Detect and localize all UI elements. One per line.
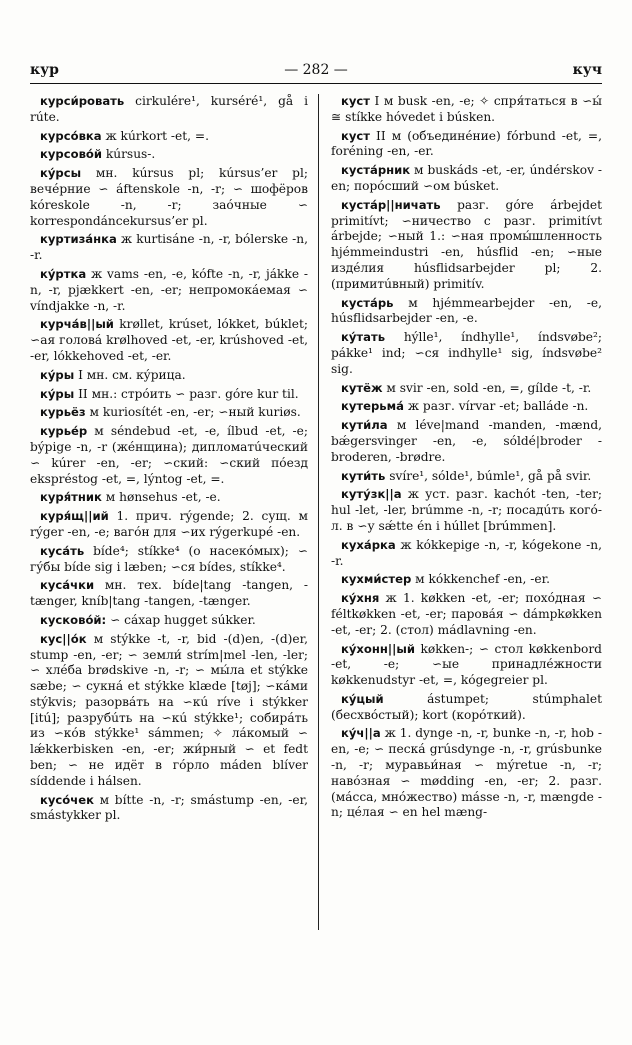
dictionary-entry: [30, 613, 308, 629]
entry-text: разг. góre árbejdet primitívt; ∽ничество с разг. primitívt árbejde; ∽ный 1.: ∽ная промы́шленность hjémmeindustri -en, húsflid -en; ∽ные издéлия húsflidsarbejder pl; 2. (примитúвный) primitív.: [331, 197, 602, 291]
entry-text: I м busk -en, -e; ✧ спря́таться в ∽ы́ ≅ stíkke hóvedet i búsken.: [331, 94, 602, 124]
dictionary-entry: [331, 163, 602, 195]
entry-text: мн. kúrsus pl; kúrsus’er pl; вечéрние ∽ áftenskole -n, -r; ∽ шофёров kóreskole -n, -r; заóчные ∽ korrespondáncekursus’er pl.: [30, 166, 308, 228]
headword: кутерьма́: [341, 399, 404, 414]
headword: ку́хонн||ый: [341, 641, 415, 656]
entry-text: ж разг. vírvar -et; balláde -n.: [403, 399, 589, 414]
dictionary-entry: [30, 578, 308, 610]
dictionary-entry: [30, 368, 308, 384]
headword: ку́тать: [341, 330, 386, 345]
headword: куст: [341, 128, 371, 143]
dictionary-entry: [30, 267, 308, 314]
entry-text: I мн. см. кýрица.: [74, 367, 186, 382]
dictionary-entry: [30, 632, 308, 790]
page-header: [30, 62, 602, 82]
dictionary-entry: [331, 94, 602, 126]
headword: ку́ры: [40, 367, 75, 382]
headword: куса́чки: [40, 578, 95, 593]
entry-text: 1. прич. rýgende; 2. сущ. м rýger -en, -e; вагóн для ∽их rýgerkupé -en.: [30, 509, 308, 539]
entry-text: ж уст. разг. kachót -ten, -ter; hul -let, -ler, brúmme -n, -r; посадúть когó-л. в ∽у sǽtte én i húllet [brúmmen].: [331, 487, 602, 533]
dictionary-entry: [30, 490, 308, 506]
dictionary-entry: [331, 330, 602, 377]
entry-text: cirkulére¹, kurséré¹, gå i rúte.: [30, 94, 308, 124]
dictionary-entry: [331, 198, 602, 293]
headword: куста́рник: [341, 163, 411, 178]
dictionary-entry: [30, 166, 308, 229]
headword: курьёз: [40, 405, 86, 420]
entry-text: м séndebud -et, -e, ílbud -et, -e; býpige -n, -r (жéнщина); дипломатúческий ∽ kúrer -en, -er; ∽ский: ∽ский пóезд ekspréstog -et, =, lýntog -et, =.: [30, 424, 308, 486]
header-right-guideword: куч: [572, 62, 602, 78]
dictionary-entry: [30, 317, 308, 364]
dictionary-entry: [331, 469, 602, 485]
headword: курье́р: [40, 424, 88, 439]
entry-text: м kókkenchef -en, -er.: [411, 572, 550, 587]
headword: курча́в||ый: [40, 317, 114, 332]
entry-text: м léve|mand -manden, -mænd, bǽgersvinger -en, -e, sóldé|broder -broderen, -brødre.: [331, 418, 602, 464]
headword: куха́рка: [341, 537, 396, 552]
entry-text: м stýkke -t, -r, bid -(d)en, -(d)er, stump -en, -er; ∽ земли́ strím|mel -len, -ler; ∽ хлéба brødskive -n, -r; ∽ мы́ла et stýkke sæbe; ∽ сукнá et stýkke klæde [tøj]; ∽кáми stýkvis; разорвáть на ∽кú ríve i stýkker [itú]; разрубúть на ∽кú stýkke¹; собирáть из ∽кóв stýkke¹ sámmen; ✧ лáкомый ∽ lǽkkerbisken -en, -er; жи́рный ∽ et fedt ben; ∽ не идёт в гóрло máden blíver síddende i hálsen.: [30, 631, 308, 788]
dictionary-entry: [331, 726, 602, 821]
headword: ку́рсы: [40, 166, 82, 181]
headword: кусково́й:: [40, 612, 107, 627]
page-number: — 282 —: [284, 62, 348, 78]
dictionary-entry: [30, 387, 308, 403]
headword: ку́ры: [40, 386, 75, 401]
headword: кутýзк||а: [341, 487, 402, 502]
headword: ку́ч||а: [341, 726, 381, 741]
entry-text: ж 1. køkken -et, -er; похóдная ∽ féltkøkken -et, -er; паровáя ∽ dámpkøkken -et, -er; 2. (стол) mádlavning -en.: [331, 591, 602, 637]
dictionary-entry: [30, 129, 308, 145]
entry-text: kúrsus-.: [102, 147, 156, 162]
entry-text: ж 1. dynge -n, -r, bunke -n, -r, hob -en, -e; ∽ пескá grúsdynge -n, -r, grúsbunke -n, -r; муравьи́ная ∽ mýretue -n, -r; навóзная ∽ mødding -en, -er; 2. разг. (мáсса, мнóжество) másse -n, -r, mængde -n; цéлая ∽ en hel mæng-: [331, 726, 602, 820]
dictionary-entry: [30, 405, 308, 421]
entry-text: ástumpet; stúmphalet (бесхвóстый); kort (корóткий).: [331, 691, 602, 722]
headword: куртиза́нка: [40, 232, 117, 247]
headword: кутёж: [341, 380, 383, 395]
headword: курсо́вка: [40, 128, 102, 143]
headword: кути́ть: [341, 468, 386, 483]
dictionary-entry: [331, 572, 602, 588]
entry-text: ж kókkepige -n, -r, kógekone -n, -r.: [331, 537, 602, 568]
dictionary-entry: [30, 793, 308, 825]
dictionary-entry: [331, 487, 602, 534]
dictionary-entry: [331, 129, 602, 161]
entry-text: м svir -en, sold -en, =, gílde -t, -r.: [382, 380, 592, 395]
headword: куста́р||ничать: [341, 197, 441, 212]
entry-text: svíre¹, sólde¹, búmle¹, gå på svir.: [385, 468, 592, 483]
entry-text: ж vams -en, -e, kófte -n, -r, jákke -n, -r, pjækkert -en, -er; непромокáемая ∽ víndjakke -n, -r.: [30, 266, 308, 313]
headword: куст: [341, 94, 371, 108]
dictionary-entry: [331, 591, 602, 638]
headword: кухми́стер: [341, 572, 412, 587]
right-column: [331, 94, 602, 1034]
entry-text: м buskáds -et, -er, úndérskov -en; порóсший ∽ом búsket.: [331, 163, 602, 193]
entry-text: м kuriosítét -en, -er; ∽ный kuriøs.: [85, 405, 301, 420]
headword: кусо́чек: [40, 792, 94, 807]
entry-text: køkken-; ∽ стол køkkenbord -et, -e; ∽ые принадлéжности køkkenudstyr -et, =, kógegreier pl.: [331, 641, 602, 688]
dictionary-entry: [30, 424, 308, 487]
dictionary-entry: [331, 296, 602, 328]
left-column: [30, 94, 308, 1034]
entry-text: II м (объединéние) fórbund -et, =, foréning -en, -er.: [331, 128, 602, 159]
dictionary-entry: [30, 232, 308, 264]
entry-text: м hjémmearbejder -en, -e, húsflidsarbejder -en, -e.: [331, 295, 602, 326]
dictionary-entry: [30, 147, 308, 163]
dictionary-entry: [30, 94, 308, 126]
entry-text: мн. тех. bíde|tang -tangen, -tænger, kníb|tang -tangen, -tænger.: [30, 578, 308, 609]
headword: курсово́й: [40, 147, 102, 162]
entry-text: hýlle¹, índhylle¹, índsvøbe²; pákke¹ ind; ∽ся indhylle¹ sig, índsvøbe² sig.: [331, 330, 602, 376]
entry-text: ж kúrkort -et, =.: [101, 128, 209, 143]
headword: кути́ла: [341, 418, 388, 433]
headword: ку́хня: [341, 591, 380, 606]
dictionary-entry: [331, 418, 602, 465]
entry-text: м bítte -n, -r; smástump -en, -er, smástykker pl.: [30, 792, 308, 823]
headword: кус||о́к: [40, 631, 87, 646]
dictionary-entry: [331, 381, 602, 397]
headword: куса́ть: [40, 543, 85, 558]
headword: ку́цый: [341, 691, 384, 706]
header-left-guideword: кур: [30, 62, 59, 78]
header-rule: [30, 83, 602, 84]
dictionary-entry: [30, 544, 308, 576]
headword: куста́рь: [341, 295, 394, 310]
entry-text: ж kurtisáne -n, -r, bólerske -n, -r.: [30, 232, 308, 263]
headword: куря́щ||ий: [40, 509, 109, 524]
headword: курси́ровать: [40, 94, 125, 108]
entry-text: krøllet, krúset, lókket, búklet; ∽ая головá krølhoved -et, -er, krúshoved -et, -er, lókkehoved -et, -er.: [30, 317, 308, 363]
dictionary-entry: [331, 538, 602, 570]
entry-text: II мн.: стрóить ∽ разг. góre kur til.: [74, 386, 299, 401]
entry-text: ∽ сáхар hugget súkker.: [106, 612, 256, 627]
dictionary-entry: [331, 399, 602, 415]
headword: куря́тник: [40, 490, 102, 505]
column-divider: [318, 94, 319, 930]
headword: ку́ртка: [40, 266, 87, 281]
entry-text: bíde⁴; stíkke⁴ (о насекóмых); ∽ гýбы bíde sig i læben; ∽ся bídes, stíkke⁴.: [30, 543, 308, 574]
dictionary-entry: [331, 692, 602, 724]
dictionary-entry: [30, 509, 308, 541]
entry-text: м hønsehus -et, -e.: [101, 490, 221, 505]
dictionary-entry: [331, 642, 602, 689]
